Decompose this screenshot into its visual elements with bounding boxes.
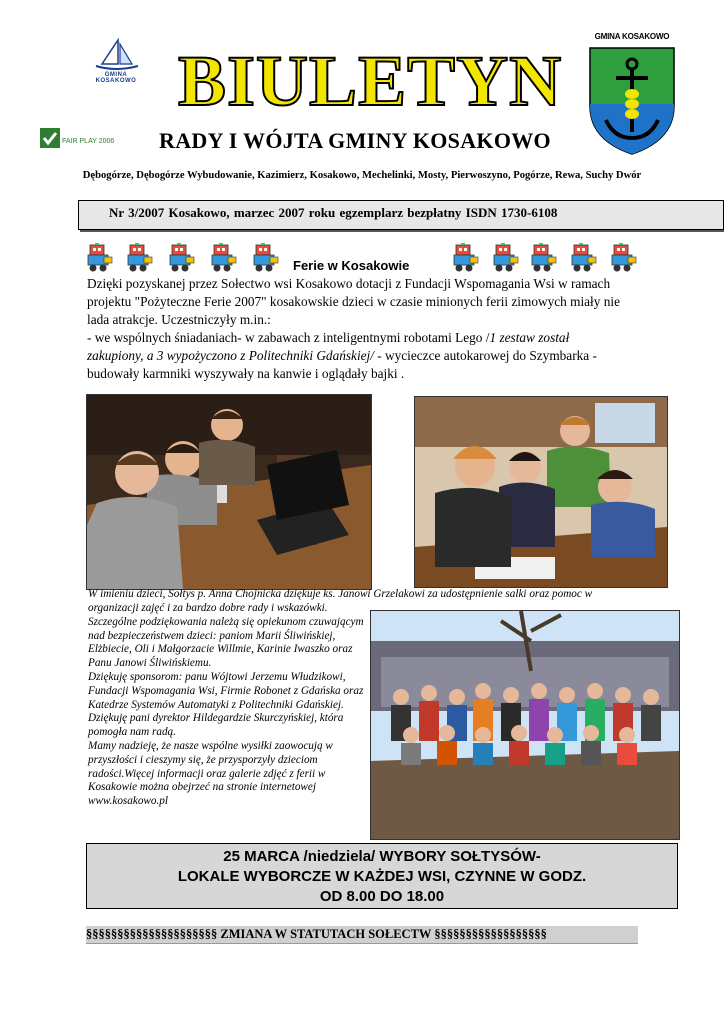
photo-workshop — [414, 396, 668, 588]
thanks-text — [88, 602, 368, 809]
thanks-paragraph: Dziękuję sponsorom: panu Wójtowi Jerzemu Włudzikowi, Fundacji Wspomagania Wsi, Firmie Robonet z Gdańska oraz Katedrze Systemów Automatyki z Politechniki Gdańskiej. Dziękuję pani dyrektor Hildegardzie Skurczyńskiej, która pomogła nam radą. — [88, 670, 364, 739]
gmina-logo-text: GMINA KOSAKOWO — [95, 72, 137, 84]
anchor-shield-icon — [584, 42, 680, 156]
robot-toy-icon — [492, 243, 520, 273]
robot-toy-icon — [210, 243, 238, 273]
robot-toy-icon — [252, 243, 280, 273]
photo-children-robots — [86, 394, 372, 590]
article-text: - we wspólnych śniadaniach- w zabawach z inteligentnymi robotami Lego / — [87, 330, 490, 345]
fair-play-text: FAIR PLAY 2006 — [62, 138, 115, 145]
section-title: Ferie w Kosakowie — [293, 258, 410, 273]
elections-line: OD 8.00 DO 18.00 — [319, 888, 445, 905]
robot-toy-icon — [570, 243, 598, 273]
robot-toy-icon — [530, 243, 558, 273]
thanks-paragraph: Szczególne podziękowania należą się opiekunom czuwającym nad bezpieczeństwem dzieci: paniom Marii Śliwińskiej, Elżbiecie, Oli i Małgorzacie Willmie, Karinie Iwaszko oraz Panu Janowi Śliwińskiemu. — [88, 615, 364, 670]
article-text: - wycieczce autokarowej do Szymbarka - budowały karmniki wyszywały na kanwie i oglądały bajki . — [87, 348, 597, 381]
issue-info-bar — [78, 200, 724, 230]
article-paragraph — [87, 329, 627, 383]
sailboat-icon — [88, 38, 144, 72]
photo-group — [370, 610, 680, 840]
article-italic-text: 1 zestaw został zakupiony, a 3 wypożyczono z Politechniki Gdańskiej/ — [87, 330, 570, 363]
coat-label: GMINA KOSAKOWO — [594, 32, 670, 41]
issue-info: Nr 3/2007 Kosakowo, marzec 2007 roku egzemplarz bezpłatny ISDN 1730-6108 — [109, 205, 558, 220]
robot-toy-icon — [610, 243, 638, 273]
statute-change-banner: §§§§§§§§§§§§§§§§§§§§§ ZMIANA W STATUTACH SOŁECTW §§§§§§§§§§§§§§§§§§ — [86, 926, 638, 944]
elections-announcement — [86, 843, 678, 909]
thanks-paragraph: organizacji zajęć i za bardzo dobre rady i wskazówki. — [88, 602, 328, 614]
fair-play-logo — [40, 128, 120, 150]
robot-toy-icon — [86, 243, 114, 273]
bulletin-subtitle: RADY I WÓJTA GMINY KOSAKOWO — [159, 128, 551, 153]
thanks-paragraph: Mamy nadzieję, że nasze wspólne wysiłki zaowocują w przyszłości i cieszymy się, że przysporzyły dzieciom radości.Więcej informacji oraz galerie zdjęć z ferii w Kosakowie można obejrzeć na stronie internetowej www.kosakowo.pl — [88, 739, 333, 808]
robot-toy-icon — [126, 243, 154, 273]
coat-of-arms — [584, 32, 680, 156]
elections-line: 25 MARCA /niedziela/ WYBORY SOŁTYSÓW- — [223, 848, 541, 865]
elections-line: LOKALE WYBORCZE W KAŻDEJ WSI, CZYNNE W GODZ. — [177, 868, 587, 885]
robot-toy-icon — [168, 243, 196, 273]
checkmark-icon — [40, 128, 60, 148]
gmina-logo — [88, 38, 144, 84]
robot-toy-icon — [452, 243, 480, 273]
villages-list: Dębogórze, Dębogórze Wybudowanie, Kazimierz, Kosakowo, Mechelinki, Mosty, Pierwoszyno, Pogórze, Rewa, Suchy Dwór — [82, 170, 642, 181]
article-paragraph: Dzięki pozyskanej przez Sołectwo wsi Kosakowo dotacji z Fundacji Wspomagania Wsi w ramach projektu "Pożyteczne Ferie 2007" kosakowskie dzieci w czasie minionych ferii zimowych miały nie lada atrakcje. Uczestniczyły m.in.: — [87, 276, 620, 327]
ferie-article — [87, 275, 627, 383]
bulletin-title: BIULETYN — [178, 41, 563, 121]
photo-caption-line: W imieniu dzieci, Sołtys p. Anna Chojnicka dziękuje ks. Janowi Grzelakowi za udostępnienie salki oraz pomoc w — [88, 588, 593, 600]
